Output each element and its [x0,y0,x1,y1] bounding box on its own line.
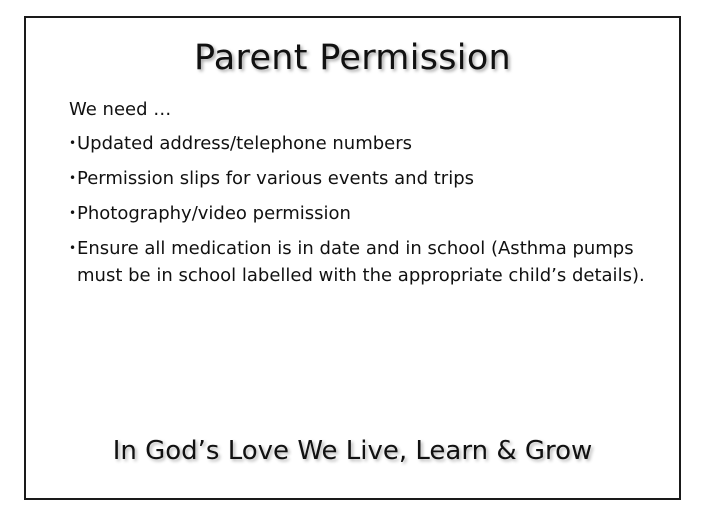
bullet-item [69,235,654,289]
bullet-text: Ensure all medication is in date and in school (Asthma pumps must be in school labelled with the appropriate child’s details). [77,238,645,286]
bullet-text: Photography/video permission [77,203,351,224]
school-motto: In God’s Love We Live, Learn & Grow [112,436,593,466]
bullet-item [69,165,654,192]
bullet-text: Permission slips for various events and trips [77,168,475,189]
bullet-item [69,130,654,157]
intro-text: We need … [69,99,172,120]
bullet-text: Updated address/telephone numbers [77,133,413,154]
slide-content [69,96,654,297]
slide-title: Parent Permission [193,38,512,78]
bullet-dot-icon: • [69,206,77,220]
slide-frame [24,16,681,500]
bullet-item [69,200,654,227]
bullet-dot-icon: • [69,241,77,255]
bullet-dot-icon: • [69,171,77,185]
bullet-dot-icon: • [69,136,77,150]
